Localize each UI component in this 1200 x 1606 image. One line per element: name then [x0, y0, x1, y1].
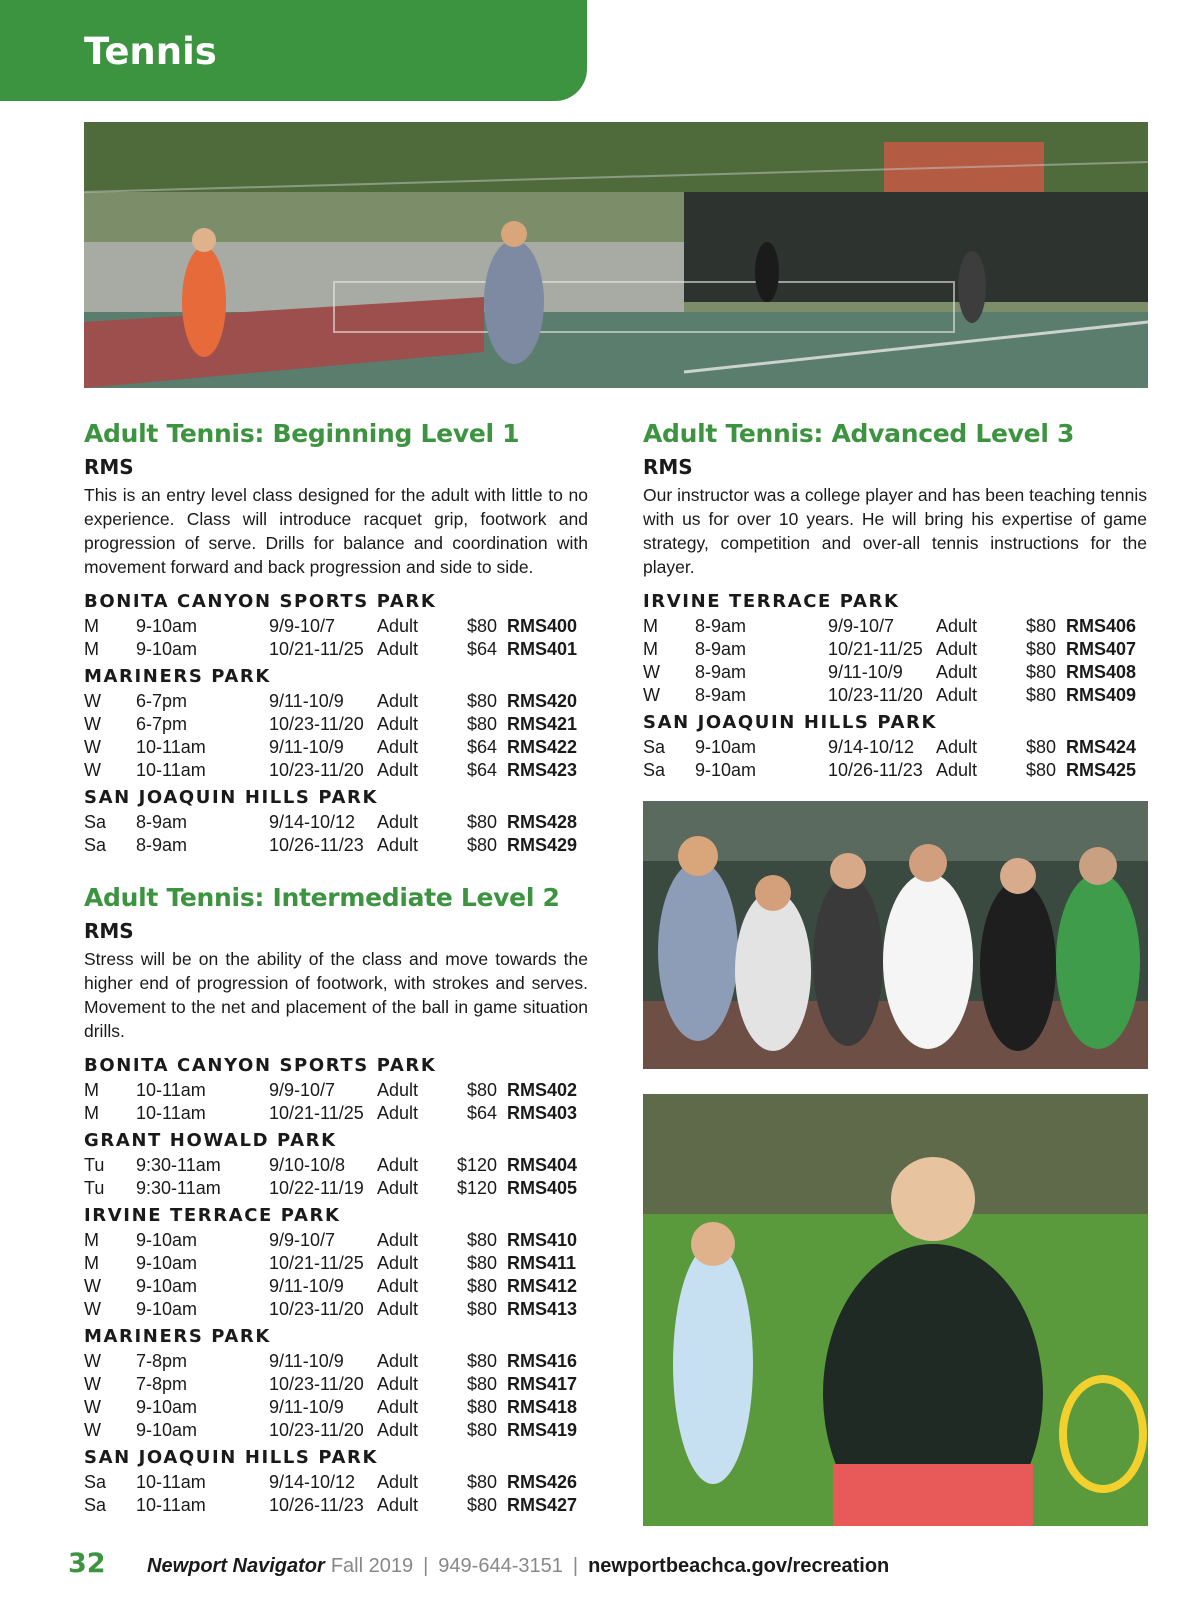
session-day: Sa [643, 760, 666, 780]
session-price: $120 [456, 1178, 497, 1198]
session-code: RMS418 [507, 1397, 578, 1417]
session-age: Adult [377, 714, 419, 734]
class-section [84, 881, 588, 1517]
session-row [84, 1298, 588, 1321]
session-dates: 9/10-10/8 [269, 1155, 346, 1175]
session-age: Adult [377, 1299, 419, 1319]
session-time: 9-10am [136, 1276, 198, 1296]
phone-number: 949-644-3151 [438, 1555, 563, 1577]
session-day: M [84, 616, 99, 636]
session-time: 8-9am [695, 616, 747, 636]
class-section [84, 417, 588, 857]
park-name: SAN JOAQUIN HILLS PARK [643, 712, 938, 733]
session-age: Adult [377, 760, 419, 780]
session-code: RMS424 [1066, 737, 1137, 757]
park-name: BONITA CANYON SPORTS PARK [84, 591, 437, 612]
session-day: Sa [84, 1472, 107, 1492]
session-day: M [84, 1103, 99, 1123]
park-name: GRANT HOWALD PARK [84, 1130, 337, 1151]
session-age: Adult [377, 691, 419, 711]
session-age: Adult [377, 1253, 419, 1273]
session-row [84, 1494, 588, 1517]
session-dates: 10/22-11/19 [269, 1178, 364, 1198]
session-dates: 9/14-10/12 [269, 812, 356, 832]
session-row [84, 1350, 588, 1373]
class-code-prefix: RMS [84, 455, 134, 479]
session-time: 10-11am [136, 1080, 206, 1100]
session-time: 7-8pm [136, 1374, 188, 1394]
session-dates: 10/21-11/25 [828, 639, 923, 659]
session-row [643, 638, 1147, 661]
session-row [84, 811, 588, 834]
session-time: 8-9am [695, 685, 747, 705]
publication-season: Fall 2019 [330, 1555, 414, 1577]
session-row [84, 1177, 588, 1200]
session-time: 10-11am [136, 760, 206, 780]
session-price: $64 [466, 639, 497, 659]
session-row [84, 1396, 588, 1419]
session-price: $80 [1025, 760, 1056, 780]
session-dates: 10/21-11/25 [269, 1103, 364, 1123]
session-code: RMS400 [507, 616, 578, 636]
session-row [84, 638, 588, 661]
session-time: 9-10am [695, 737, 757, 757]
session-code: RMS416 [507, 1351, 578, 1371]
session-row [84, 1275, 588, 1298]
session-day: W [84, 1374, 101, 1394]
session-price: $80 [1025, 737, 1056, 757]
class-title: Adult Tennis: Intermediate Level 2 [84, 883, 560, 912]
session-code: RMS425 [1066, 760, 1137, 780]
session-age: Adult [377, 1495, 419, 1515]
session-dates: 9/9-10/7 [269, 616, 336, 636]
session-day: M [84, 1253, 99, 1273]
class-title: Adult Tennis: Beginning Level 1 [84, 419, 520, 448]
class-code-prefix: RMS [643, 455, 693, 479]
session-day: Tu [84, 1155, 105, 1175]
session-code: RMS405 [507, 1178, 578, 1198]
session-row [643, 615, 1147, 638]
session-code: RMS407 [1066, 639, 1137, 659]
session-day: M [84, 1080, 99, 1100]
session-time: 9:30-11am [136, 1155, 221, 1175]
session-row [643, 684, 1147, 707]
session-day: Sa [84, 1495, 107, 1515]
session-time: 9-10am [136, 639, 198, 659]
session-price: $80 [1025, 685, 1056, 705]
session-day: W [84, 714, 101, 734]
website-link[interactable]: newportbeachca.gov/recreation [588, 1555, 890, 1577]
session-dates: 9/11-10/9 [828, 662, 903, 682]
session-time: 9-10am [136, 1420, 198, 1440]
park-name: SAN JOAQUIN HILLS PARK [84, 1447, 379, 1468]
session-age: Adult [377, 1351, 419, 1371]
session-dates: 9/14-10/12 [269, 1472, 356, 1492]
session-day: W [84, 760, 101, 780]
session-row [84, 1102, 588, 1125]
session-price: $80 [466, 714, 497, 734]
session-code: RMS417 [507, 1374, 578, 1394]
session-code: RMS420 [507, 691, 578, 711]
session-time: 9-10am [136, 1299, 198, 1319]
park-name: MARINERS PARK [84, 1326, 271, 1347]
session-day: W [84, 1299, 101, 1319]
session-row [84, 1229, 588, 1252]
session-code: RMS413 [507, 1299, 578, 1319]
session-dates: 9/9-10/7 [269, 1230, 336, 1250]
session-time: 8-9am [136, 835, 188, 855]
session-age: Adult [377, 1230, 419, 1250]
session-dates: 9/9-10/7 [269, 1080, 336, 1100]
session-age: Adult [936, 616, 978, 636]
session-price: $80 [466, 1374, 497, 1394]
session-row [84, 1079, 588, 1102]
page-number: 32 [68, 1548, 106, 1579]
session-age: Adult [377, 737, 419, 757]
session-day: Tu [84, 1178, 105, 1198]
session-price: $64 [466, 1103, 497, 1123]
session-time: 9-10am [136, 1397, 198, 1417]
session-age: Adult [936, 662, 978, 682]
session-time: 10-11am [136, 737, 206, 757]
session-age: Adult [377, 639, 419, 659]
session-price: $80 [466, 812, 497, 832]
session-dates: 9/11-10/9 [269, 737, 344, 757]
session-dates: 10/23-11/20 [269, 1420, 364, 1440]
session-time: 8-9am [695, 639, 747, 659]
session-dates: 10/23-11/20 [269, 1374, 364, 1394]
session-dates: 9/9-10/7 [828, 616, 895, 636]
session-day: W [84, 691, 101, 711]
class-code-prefix: RMS [84, 919, 134, 943]
session-code: RMS403 [507, 1103, 578, 1123]
class-description: Stress will be on the ability of the class and move towards the higher end of progression of footwork, with strokes and serves. Movement to the net and placement of the ball in game situation drills. [84, 949, 588, 1041]
session-code: RMS404 [507, 1155, 578, 1175]
session-time: 9-10am [136, 1253, 198, 1273]
session-code: RMS426 [507, 1472, 578, 1492]
session-row [643, 759, 1147, 782]
session-code: RMS427 [507, 1495, 578, 1515]
session-row [84, 615, 588, 638]
session-code: RMS421 [507, 714, 578, 734]
session-code: RMS402 [507, 1080, 578, 1100]
session-time: 9-10am [136, 1230, 198, 1250]
session-day: M [643, 639, 658, 659]
session-age: Adult [377, 1472, 419, 1492]
session-age: Adult [377, 835, 419, 855]
session-day: Sa [643, 737, 666, 757]
session-row [84, 1419, 588, 1442]
session-age: Adult [377, 1374, 419, 1394]
session-age: Adult [377, 1420, 419, 1440]
page-footer [68, 1548, 1148, 1578]
session-price: $80 [466, 1420, 497, 1440]
session-dates: 10/26-11/23 [828, 760, 923, 780]
session-dates: 10/23-11/20 [269, 1299, 364, 1319]
session-time: 7-8pm [136, 1351, 188, 1371]
session-day: M [84, 639, 99, 659]
right-column [643, 417, 1147, 806]
session-dates: 9/14-10/12 [828, 737, 915, 757]
session-code: RMS411 [507, 1253, 577, 1273]
session-age: Adult [377, 1397, 419, 1417]
woman-player-photo [643, 1094, 1148, 1526]
session-dates: 10/21-11/25 [269, 639, 364, 659]
session-age: Adult [936, 639, 978, 659]
footer-separator: | [423, 1555, 429, 1577]
group-players-photo [643, 801, 1148, 1069]
tennis-court-photo [84, 122, 1148, 388]
session-row [84, 1154, 588, 1177]
session-dates: 9/11-10/9 [269, 691, 344, 711]
session-price: $64 [466, 737, 497, 757]
session-price: $80 [466, 1276, 497, 1296]
session-code: RMS406 [1066, 616, 1137, 636]
session-row [84, 1373, 588, 1396]
session-code: RMS401 [507, 639, 578, 659]
session-time: 9:30-11am [136, 1178, 221, 1198]
session-row [84, 690, 588, 713]
session-time: 8-9am [695, 662, 747, 682]
session-row [84, 1252, 588, 1275]
session-price: $80 [466, 1253, 497, 1273]
session-code: RMS429 [507, 835, 578, 855]
session-day: W [643, 685, 660, 705]
session-day: W [84, 1397, 101, 1417]
session-time: 10-11am [136, 1103, 206, 1123]
session-age: Adult [936, 737, 978, 757]
session-price: $64 [466, 760, 497, 780]
session-code: RMS419 [507, 1420, 578, 1440]
session-price: $80 [466, 1230, 497, 1250]
session-code: RMS408 [1066, 662, 1137, 682]
session-time: 9-10am [695, 760, 757, 780]
park-name: BONITA CANYON SPORTS PARK [84, 1055, 437, 1076]
session-day: M [84, 1230, 99, 1250]
session-day: M [643, 616, 658, 636]
session-day: Sa [84, 835, 107, 855]
session-row [84, 1471, 588, 1494]
session-time: 6-7pm [136, 691, 188, 711]
session-price: $80 [1025, 616, 1056, 636]
left-column [84, 417, 588, 1541]
session-price: $80 [466, 835, 497, 855]
park-name: MARINERS PARK [84, 666, 271, 687]
session-price: $80 [466, 691, 497, 711]
session-dates: 9/11-10/9 [269, 1276, 344, 1296]
session-day: W [84, 737, 101, 757]
session-price: $80 [466, 1397, 497, 1417]
session-row [84, 759, 588, 782]
session-code: RMS423 [507, 760, 578, 780]
session-age: Adult [377, 1080, 419, 1100]
session-code: RMS409 [1066, 685, 1137, 705]
session-price: $80 [466, 616, 497, 636]
class-description: This is an entry level class designed for the adult with little to no experience. Class will introduce racquet grip, footwork and progression of serve. Drills for balance and coordination with movement forward and back progression and side to side. [84, 485, 588, 577]
session-price: $80 [466, 1080, 497, 1100]
session-code: RMS410 [507, 1230, 578, 1250]
session-row [643, 736, 1147, 759]
session-price: $80 [1025, 639, 1056, 659]
session-time: 10-11am [136, 1495, 206, 1515]
session-price: $120 [456, 1155, 497, 1175]
session-price: $80 [466, 1351, 497, 1371]
session-row [84, 713, 588, 736]
class-title: Adult Tennis: Advanced Level 3 [643, 419, 1075, 448]
session-time: 6-7pm [136, 714, 188, 734]
session-age: Adult [377, 1155, 419, 1175]
session-age: Adult [377, 1178, 419, 1198]
session-dates: 10/23-11/20 [828, 685, 923, 705]
park-name: SAN JOAQUIN HILLS PARK [84, 787, 379, 808]
session-dates: 10/23-11/20 [269, 760, 364, 780]
section-tab-header [0, 0, 587, 101]
session-age: Adult [377, 1276, 419, 1296]
session-code: RMS412 [507, 1276, 578, 1296]
session-row [84, 834, 588, 857]
session-age: Adult [377, 812, 419, 832]
session-price: $80 [1025, 662, 1056, 682]
session-day: W [643, 662, 660, 682]
session-age: Adult [377, 616, 419, 636]
class-section [643, 417, 1147, 782]
session-row [84, 736, 588, 759]
session-day: Sa [84, 812, 107, 832]
session-age: Adult [377, 1103, 419, 1123]
session-dates: 10/26-11/23 [269, 1495, 364, 1515]
session-time: 8-9am [136, 812, 188, 832]
session-code: RMS422 [507, 737, 578, 757]
park-name: IRVINE TERRACE PARK [84, 1205, 341, 1226]
page-title: Tennis [84, 30, 217, 73]
session-price: $80 [466, 1299, 497, 1319]
session-day: W [84, 1276, 101, 1296]
class-description: Our instructor was a college player and has been teaching tennis with us for over 10 years. He will bring his expertise of game strategy, competition and over-all tennis instructions for the player. [643, 485, 1147, 577]
session-day: W [84, 1420, 101, 1440]
session-age: Adult [936, 760, 978, 780]
session-age: Adult [936, 685, 978, 705]
publication-name: Newport Navigator [147, 1555, 325, 1577]
session-dates: 9/11-10/9 [269, 1397, 344, 1417]
session-dates: 10/23-11/20 [269, 714, 364, 734]
session-dates: 10/21-11/25 [269, 1253, 364, 1273]
session-row [643, 661, 1147, 684]
session-dates: 10/26-11/23 [269, 835, 364, 855]
session-time: 9-10am [136, 616, 198, 636]
footer-separator: | [572, 1555, 579, 1577]
session-time: 10-11am [136, 1472, 206, 1492]
session-price: $80 [466, 1495, 497, 1515]
park-name: IRVINE TERRACE PARK [643, 591, 900, 612]
session-day: W [84, 1351, 101, 1371]
session-price: $80 [466, 1472, 497, 1492]
session-dates: 9/11-10/9 [269, 1351, 344, 1371]
session-code: RMS428 [507, 812, 578, 832]
